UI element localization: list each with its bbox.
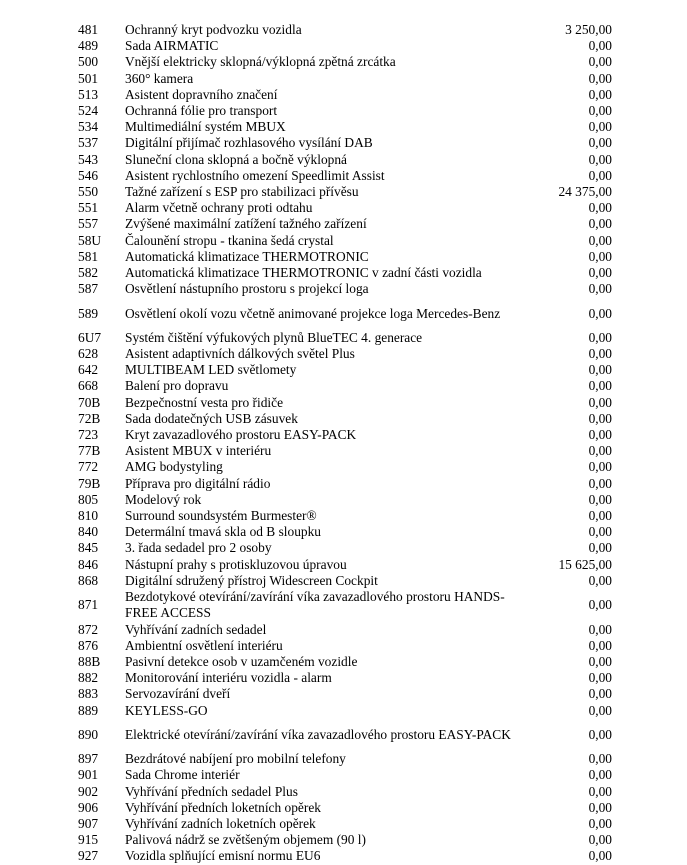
option-description: Sluneční clona sklopná a bočně výklopná xyxy=(125,151,348,167)
option-description: Bezdotykové otevírání/zavírání víka zavazadlového prostoru HANDS-FREE ACCESS xyxy=(125,589,505,621)
table-row xyxy=(72,670,612,686)
table-row xyxy=(72,22,612,38)
table-row xyxy=(72,184,612,200)
option-description: Vozidla splňující emisní normu EU6 xyxy=(125,848,321,864)
option-price: 0,00 xyxy=(588,475,612,491)
option-description: Příprava pro digitální rádio xyxy=(125,475,271,491)
option-code: 889 xyxy=(78,702,99,718)
table-row xyxy=(72,524,612,540)
option-description: Automatická klimatizace THERMOTRONIC v zadní části vozidla xyxy=(125,265,482,281)
option-price: 0,00 xyxy=(588,305,612,321)
option-price: 3 250,00 xyxy=(565,22,612,37)
option-code: 543 xyxy=(78,151,99,167)
option-code: 551 xyxy=(78,200,99,216)
option-price: 0,00 xyxy=(588,38,612,54)
option-code: 501 xyxy=(78,70,99,86)
option-description: Modelový rok xyxy=(125,491,202,507)
table-row xyxy=(72,492,612,508)
option-price: 0,00 xyxy=(588,394,612,410)
options-table-body xyxy=(72,22,612,865)
option-code: 901 xyxy=(78,767,99,783)
option-price: 0,00 xyxy=(588,597,612,613)
option-code: 557 xyxy=(78,216,99,232)
option-price: 0,00 xyxy=(588,726,612,742)
option-price: 15 625,00 xyxy=(558,556,612,572)
option-price: 0,00 xyxy=(588,832,612,848)
option-description: Vyhřívání předních loketních opěrek xyxy=(125,799,321,815)
option-price: 0,00 xyxy=(588,70,612,86)
option-price: 0,00 xyxy=(588,540,612,556)
option-description: Pasivní detekce osob v uzamčeném vozidle xyxy=(125,653,358,669)
option-price: 0,00 xyxy=(588,216,612,232)
option-description: Digitální sdružený přístroj Widescreen Cockpit xyxy=(125,572,378,588)
option-description: Vyhřívání zadních sedadel xyxy=(125,621,267,637)
option-description: Multimediální systém MBUX xyxy=(125,119,286,135)
option-description: Sada dodatečných USB zásuvek xyxy=(125,410,298,426)
table-row xyxy=(72,767,612,783)
table-row xyxy=(72,216,612,232)
table-row xyxy=(72,233,612,249)
option-code: 587 xyxy=(78,281,99,297)
option-description: Osvětlení nástupního prostoru s projekcí loga xyxy=(125,281,369,297)
option-description: Surround soundsystém Burmester® xyxy=(125,508,317,524)
table-row xyxy=(72,297,612,329)
table-row xyxy=(72,71,612,87)
option-price: 0,00 xyxy=(588,362,612,378)
table-row xyxy=(72,751,612,767)
option-description: Automatická klimatizace THERMOTRONIC xyxy=(125,248,369,264)
option-price: 0,00 xyxy=(588,248,612,264)
option-price: 0,00 xyxy=(588,54,612,70)
table-row xyxy=(72,427,612,443)
table-row xyxy=(72,38,612,54)
table-row xyxy=(72,719,612,751)
option-code: 628 xyxy=(78,346,99,362)
table-row xyxy=(72,557,612,573)
option-description: Kryt zavazadlového prostoru EASY-PACK xyxy=(125,427,357,443)
option-price: 0,00 xyxy=(588,167,612,183)
option-description: 360° kamera xyxy=(125,70,194,86)
table-row xyxy=(72,540,612,556)
option-code: 546 xyxy=(78,167,99,183)
option-description: Asistent dopravního značení xyxy=(125,86,278,102)
option-price: 0,00 xyxy=(588,329,612,345)
option-code: 581 xyxy=(78,248,99,264)
option-price: 0,00 xyxy=(588,524,612,540)
option-code: 77B xyxy=(78,443,101,459)
option-price: 0,00 xyxy=(588,702,612,718)
option-code: 723 xyxy=(78,427,99,443)
option-price: 0,00 xyxy=(588,767,612,783)
table-row xyxy=(72,589,612,621)
option-code: 481 xyxy=(78,22,99,37)
option-price: 0,00 xyxy=(588,815,612,831)
table-row xyxy=(72,87,612,103)
table-row xyxy=(72,622,612,638)
option-code: 846 xyxy=(78,556,99,572)
option-price: 0,00 xyxy=(588,232,612,248)
option-code: 582 xyxy=(78,265,99,281)
table-row xyxy=(72,265,612,281)
option-code: 810 xyxy=(78,508,99,524)
table-row xyxy=(72,54,612,70)
option-code: 524 xyxy=(78,103,99,119)
option-description: Balení pro dopravu xyxy=(125,378,229,394)
option-code: 642 xyxy=(78,362,99,378)
option-description: Bezdrátové nabíjení pro mobilní telefony xyxy=(125,751,346,767)
option-code: 890 xyxy=(78,726,99,742)
option-code: 6U7 xyxy=(78,329,102,345)
option-description: Ambientní osvětlení interiéru xyxy=(125,637,283,653)
option-price: 0,00 xyxy=(588,200,612,216)
option-description: Tažné zařízení s ESP pro stabilizaci přívěsu xyxy=(125,184,359,200)
option-code: 906 xyxy=(78,799,99,815)
option-code: 876 xyxy=(78,637,99,653)
option-code: 845 xyxy=(78,540,99,556)
option-code: 72B xyxy=(78,410,101,426)
option-code: 868 xyxy=(78,572,99,588)
option-description: Osvětlení okolí vozu včetně animované projekce loga Mercedes-Benz xyxy=(125,305,501,321)
table-row xyxy=(72,378,612,394)
option-description: Asistent adaptivních dálkových světel Plus xyxy=(125,346,355,362)
table-row xyxy=(72,832,612,848)
option-price: 0,00 xyxy=(588,637,612,653)
table-row xyxy=(72,346,612,362)
option-price: 0,00 xyxy=(588,103,612,119)
option-description: Nástupní prahy s protiskluzovou úpravou xyxy=(125,556,347,572)
option-code: 513 xyxy=(78,86,99,102)
option-price: 0,00 xyxy=(588,427,612,443)
option-code: 668 xyxy=(78,378,99,394)
option-description: Servozavírání dveří xyxy=(125,686,231,702)
option-code: 805 xyxy=(78,491,99,507)
table-row xyxy=(72,686,612,702)
option-code: 550 xyxy=(78,184,99,200)
option-code: 58U xyxy=(78,232,102,248)
option-description: Determální tmavá skla od B sloupku xyxy=(125,524,321,540)
option-code: 897 xyxy=(78,751,99,767)
option-description: Digitální přijímač rozhlasového vysílání DAB xyxy=(125,135,373,151)
option-price: 0,00 xyxy=(588,783,612,799)
table-row xyxy=(72,330,612,346)
option-price: 0,00 xyxy=(588,848,612,864)
option-description: KEYLESS-GO xyxy=(125,702,208,718)
option-code: 88B xyxy=(78,653,101,669)
option-code: 500 xyxy=(78,54,99,70)
option-code: 489 xyxy=(78,38,99,54)
table-row xyxy=(72,848,612,864)
option-code: 872 xyxy=(78,621,99,637)
table-row xyxy=(72,411,612,427)
option-description: Elektrické otevírání/zavírání víka zavazadlového prostoru EASY-PACK xyxy=(125,726,511,742)
option-description: Bezpečnostní vesta pro řidiče xyxy=(125,394,284,410)
option-price: 0,00 xyxy=(588,653,612,669)
option-code: 537 xyxy=(78,135,99,151)
table-row xyxy=(72,816,612,832)
option-code: 70B xyxy=(78,394,101,410)
option-description: Čalounění stropu - tkanina šedá crystal xyxy=(125,232,334,248)
option-price: 0,00 xyxy=(588,346,612,362)
option-description: Vyhřívání zadních loketních opěrek xyxy=(125,815,316,831)
option-price: 0,00 xyxy=(588,443,612,459)
option-price: 0,00 xyxy=(588,799,612,815)
option-price: 0,00 xyxy=(588,378,612,394)
option-price: 0,00 xyxy=(588,621,612,637)
table-row xyxy=(72,152,612,168)
option-price: 0,00 xyxy=(588,410,612,426)
option-code: 840 xyxy=(78,524,99,540)
option-price: 0,00 xyxy=(588,491,612,507)
option-description: Sada Chrome interiér xyxy=(125,767,240,783)
option-description: Ochranná fólie pro transport xyxy=(125,103,278,119)
option-price: 0,00 xyxy=(588,751,612,767)
option-price: 0,00 xyxy=(588,265,612,281)
option-code: 902 xyxy=(78,783,99,799)
option-code: 927 xyxy=(78,848,99,864)
option-description: Alarm včetně ochrany proti odtahu xyxy=(125,200,313,216)
option-price: 0,00 xyxy=(588,281,612,297)
option-description: Asistent MBUX v interiéru xyxy=(125,443,272,459)
table-row xyxy=(72,135,612,151)
table-row xyxy=(72,476,612,492)
option-description: Palivová nádrž se zvětšeným objemem (90 l) xyxy=(125,832,366,848)
option-price: 24 375,00 xyxy=(558,184,612,200)
option-code: 871 xyxy=(78,597,99,613)
option-description: Systém čištění výfukových plynů BlueTEC 4. generace xyxy=(125,329,423,345)
option-code: 882 xyxy=(78,670,99,686)
option-description: 3. řada sedadel pro 2 osoby xyxy=(125,540,272,556)
option-price: 0,00 xyxy=(588,86,612,102)
option-description: Ochranný kryt podvozku vozidla xyxy=(125,22,302,37)
option-code: 772 xyxy=(78,459,99,475)
table-row xyxy=(72,200,612,216)
option-description: Monitorování interiéru vozidla - alarm xyxy=(125,670,332,686)
table-row xyxy=(72,103,612,119)
table-row xyxy=(72,395,612,411)
table-row xyxy=(72,362,612,378)
option-code: 907 xyxy=(78,815,99,831)
option-price: 0,00 xyxy=(588,572,612,588)
table-row xyxy=(72,119,612,135)
table-row xyxy=(72,638,612,654)
option-description: Sada AIRMATIC xyxy=(125,38,219,54)
option-description: Zvýšené maximální zatížení tažného zařízení xyxy=(125,216,367,232)
table-row xyxy=(72,784,612,800)
option-description: MULTIBEAM LED světlomety xyxy=(125,362,297,378)
option-price: 0,00 xyxy=(588,135,612,151)
table-row xyxy=(72,443,612,459)
option-description: Vnější elektricky sklopná/výklopná zpětná zrcátka xyxy=(125,54,396,70)
option-price: 0,00 xyxy=(588,151,612,167)
table-row xyxy=(72,459,612,475)
options-table xyxy=(72,22,612,865)
option-description: Asistent rychlostního omezení Speedlimit Assist xyxy=(125,167,385,183)
option-description: Vyhřívání předních sedadel Plus xyxy=(125,783,298,799)
option-price: 0,00 xyxy=(588,670,612,686)
option-price: 0,00 xyxy=(588,508,612,524)
option-description: AMG bodystyling xyxy=(125,459,223,475)
option-code: 79B xyxy=(78,475,101,491)
table-row xyxy=(72,168,612,184)
option-code: 534 xyxy=(78,119,99,135)
option-price: 0,00 xyxy=(588,119,612,135)
option-code: 589 xyxy=(78,305,99,321)
table-row xyxy=(72,249,612,265)
table-row xyxy=(72,703,612,719)
table-row xyxy=(72,654,612,670)
table-row xyxy=(72,573,612,589)
option-price: 0,00 xyxy=(588,686,612,702)
option-price: 0,00 xyxy=(588,459,612,475)
table-row xyxy=(72,508,612,524)
option-code: 915 xyxy=(78,832,99,848)
table-row xyxy=(72,800,612,816)
option-code: 883 xyxy=(78,686,99,702)
table-row xyxy=(72,281,612,297)
